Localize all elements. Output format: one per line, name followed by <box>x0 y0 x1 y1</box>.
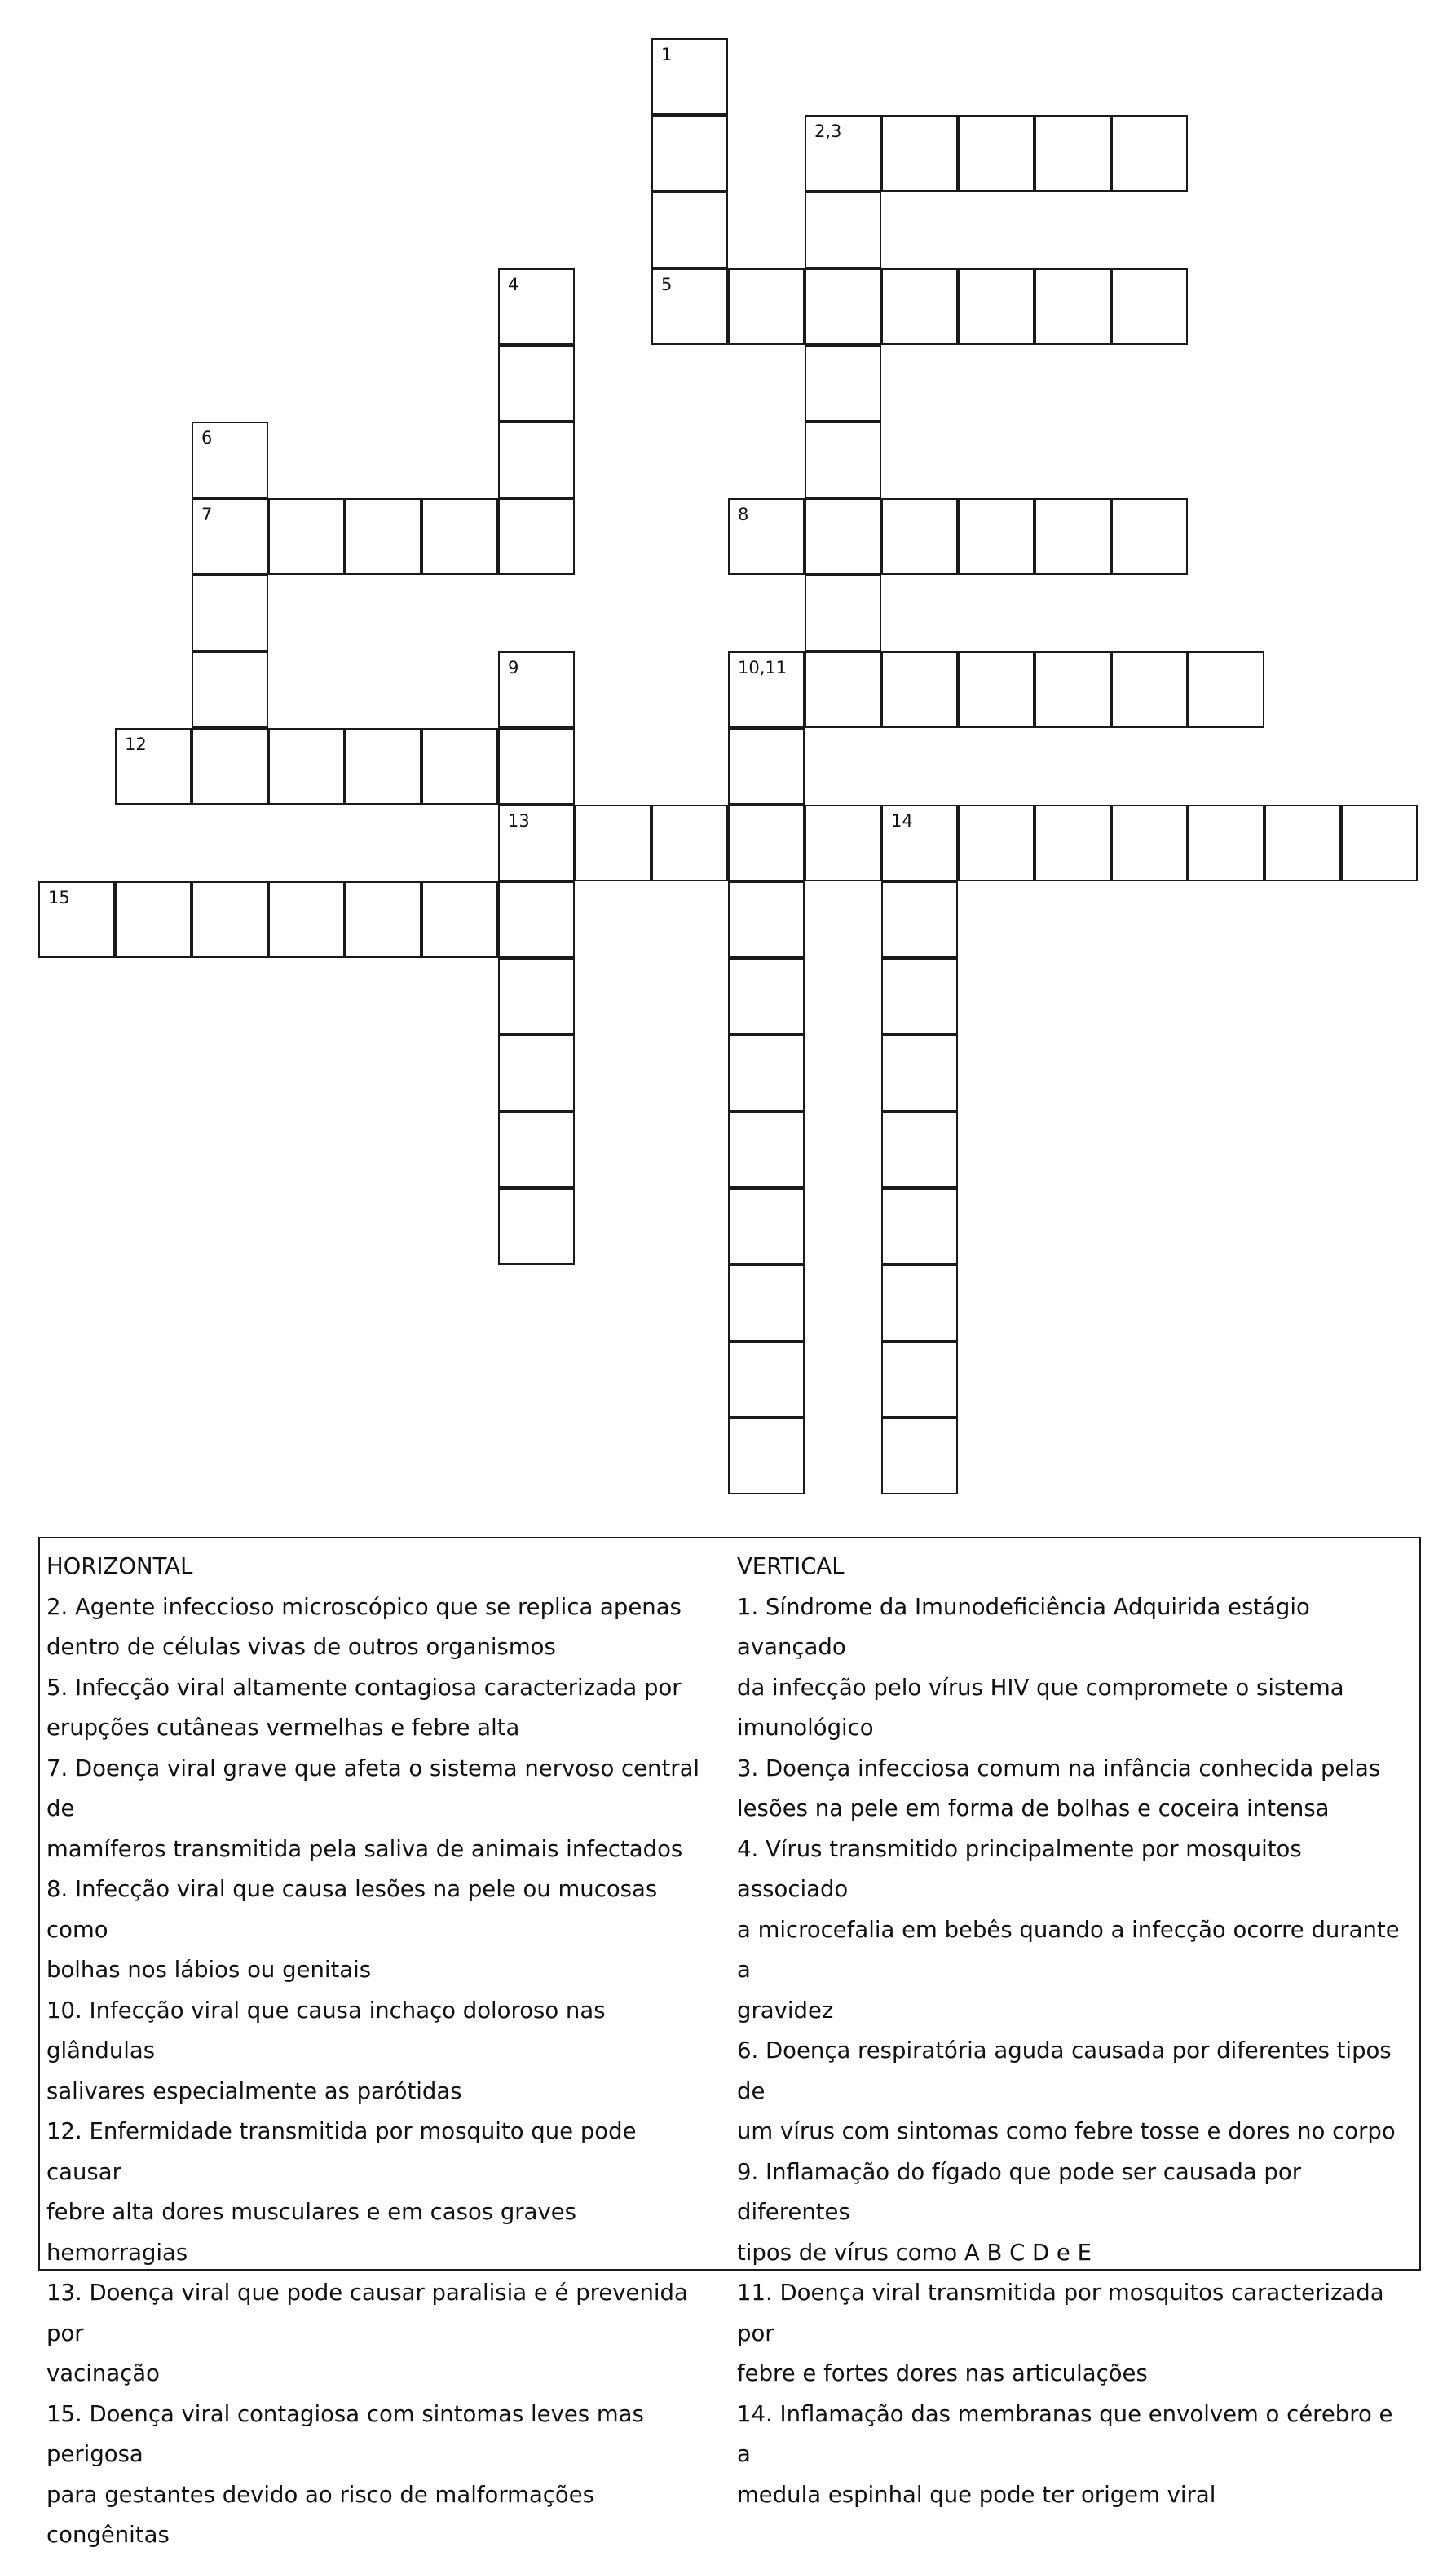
crossword-cell[interactable] <box>805 268 881 345</box>
horizontal-clue-line: para gestantes devido ao risco de malformações congênitas <box>46 2481 594 2548</box>
crossword-cell[interactable] <box>192 881 268 958</box>
crossword-cell[interactable] <box>421 498 498 575</box>
crossword-cell[interactable] <box>38 881 115 958</box>
horizontal-clue-line: 10. Infecção viral que causa inchaço doloroso nas glândulas <box>46 1997 606 2064</box>
horizontal-clue-line: bolhas nos lábios ou genitais <box>46 1957 372 1983</box>
crossword-cell[interactable] <box>345 498 421 575</box>
vertical-clue-line: gravidez <box>737 1997 834 2024</box>
clue-number: 8 <box>738 505 749 524</box>
crossword-cell[interactable] <box>651 268 728 345</box>
crossword-cell[interactable] <box>1035 268 1111 345</box>
crossword-cell[interactable] <box>498 1111 575 1188</box>
clue-number: 15 <box>48 888 70 907</box>
crossword-cell[interactable] <box>881 1341 958 1418</box>
clue-number: 10,11 <box>738 658 788 678</box>
vertical-clue-line: a microcefalia em bebês quando a infecção ocorre durante a <box>737 1916 1400 1983</box>
clue-number: 5 <box>661 275 673 294</box>
clue-number: 1 <box>661 45 673 64</box>
horizontal-clue-line: febre alta dores musculares e em casos graves hemorragias <box>46 2199 576 2266</box>
crossword-cell[interactable] <box>958 498 1035 575</box>
horizontal-clue-line: salivares especialmente as parótidas <box>46 2077 462 2104</box>
horizontal-clue-line: erupções cutâneas vermelhas e febre alta <box>46 1715 520 1741</box>
crossword-cell[interactable] <box>728 881 805 958</box>
crossword-cell[interactable] <box>881 1418 958 1494</box>
vertical-clue-line: 14. Inflamação das membranas que envolvem o cérebro e a <box>737 2400 1393 2467</box>
crossword-cell[interactable] <box>498 498 575 575</box>
crossword-cell[interactable] <box>881 1188 958 1265</box>
crossword-cell[interactable] <box>651 38 728 115</box>
crossword-cell[interactable] <box>728 1265 805 1341</box>
crossword-cell[interactable] <box>881 498 958 575</box>
clue-number: 6 <box>201 428 213 448</box>
horizontal-clue-line: 7. Doença viral grave que afeta o sistema nervoso central de <box>46 1755 700 1821</box>
horizontal-clue-line: vacinação <box>46 2360 160 2386</box>
crossword-cell[interactable] <box>1111 651 1188 728</box>
crossword-cell[interactable] <box>881 958 958 1035</box>
crossword-cell[interactable] <box>498 422 575 498</box>
vertical-clue-line: da infecção pelo vírus HIV que compromete o sistema <box>737 1674 1344 1701</box>
crossword-cell[interactable] <box>1111 115 1188 192</box>
crossword-cell[interactable] <box>498 651 575 728</box>
horizontal-clue-line: 2. Agente infeccioso microscópico que se replica apenas <box>46 1593 682 1620</box>
crossword-cell[interactable] <box>728 651 805 728</box>
crossword-cell[interactable] <box>651 115 728 192</box>
crossword-cell[interactable] <box>728 268 805 345</box>
horizontal-heading: HORIZONTAL <box>46 1553 193 1579</box>
clue-box <box>38 1537 1421 2548</box>
crossword-cell[interactable] <box>728 728 805 805</box>
horizontal-clue-line: 8. Infecção viral que causa lesões na pele ou mucosas como <box>46 1876 658 1943</box>
crossword-cell[interactable] <box>728 1188 805 1265</box>
crossword-cell[interactable] <box>498 1188 575 1265</box>
crossword-cell[interactable] <box>268 881 345 958</box>
vertical-clue-line: tipos de vírus como A B C D e E <box>737 2239 1092 2266</box>
crossword-cell[interactable] <box>268 728 345 805</box>
horizontal-clue-line: 12. Enfermidade transmitida por mosquito que pode causar <box>46 2118 637 2185</box>
crossword-cell[interactable] <box>728 1111 805 1188</box>
vertical-clue-line: imunológico <box>737 1715 874 1741</box>
vertical-clue-line: 11. Doença viral transmitida por mosquitos caracterizada por <box>737 2280 1384 2346</box>
crossword-cell[interactable] <box>1111 268 1188 345</box>
crossword-cell[interactable] <box>498 881 575 958</box>
crossword-cell[interactable] <box>575 805 651 881</box>
clue-number: 9 <box>508 658 519 678</box>
crossword-cell[interactable] <box>1188 805 1264 881</box>
crossword-cell[interactable] <box>728 498 805 575</box>
clue-number: 4 <box>508 275 519 294</box>
vertical-clue-line: 4. Vírus transmitido principalmente por mosquitos associado <box>737 1835 1302 1902</box>
vertical-clue-line: um vírus com sintomas como febre tosse e dores no corpo <box>737 2118 1396 2144</box>
crossword-cell[interactable] <box>881 115 958 192</box>
crossword-cell[interactable] <box>1035 498 1111 575</box>
vertical-clue-line: lesões na pele em forma de bolhas e coceira intensa <box>737 1795 1330 1821</box>
crossword-cell[interactable] <box>728 1418 805 1494</box>
crossword-cell[interactable] <box>192 575 268 651</box>
crossword-cell[interactable] <box>651 192 728 268</box>
vertical-heading: VERTICAL <box>737 1553 845 1579</box>
crossword-cell[interactable] <box>345 881 421 958</box>
crossword-cell[interactable] <box>805 115 881 192</box>
crossword-cell[interactable] <box>728 1341 805 1418</box>
crossword-cell[interactable] <box>805 575 881 651</box>
crossword-cell[interactable] <box>881 1265 958 1341</box>
clue-number: 7 <box>201 505 213 524</box>
crossword-cell[interactable] <box>498 958 575 1035</box>
crossword-cell[interactable] <box>958 805 1035 881</box>
crossword-cell[interactable] <box>498 1035 575 1111</box>
crossword-cell[interactable] <box>805 651 881 728</box>
crossword-cell[interactable] <box>498 805 575 881</box>
horizontal-clue-line: 15. Doença viral contagiosa com sintomas leves mas perigosa <box>46 2400 644 2467</box>
crossword-cell[interactable] <box>1111 805 1188 881</box>
crossword-cell[interactable] <box>192 498 268 575</box>
horizontal-clues <box>46 1547 715 2556</box>
crossword-cell[interactable] <box>958 115 1035 192</box>
clue-number: 13 <box>508 811 530 831</box>
crossword-cell[interactable] <box>1264 805 1341 881</box>
crossword-cell[interactable] <box>115 728 192 805</box>
crossword-cell[interactable] <box>651 805 728 881</box>
horizontal-clue-line: 5. Infecção viral altamente contagiosa caracterizada por <box>46 1674 682 1701</box>
crossword-cell[interactable] <box>958 651 1035 728</box>
crossword-cell[interactable] <box>192 728 268 805</box>
crossword-cell[interactable] <box>881 1111 958 1188</box>
crossword-cell[interactable] <box>498 345 575 422</box>
crossword-cell[interactable] <box>1035 805 1111 881</box>
crossword-cell[interactable] <box>421 881 498 958</box>
crossword-cell[interactable] <box>498 268 575 345</box>
vertical-clue-line: 9. Inflamação do fígado que pode ser causada por diferentes <box>737 2158 1301 2225</box>
horizontal-clue-line: mamíferos transmitida pela saliva de animais infectados <box>46 1835 683 1862</box>
crossword-cell[interactable] <box>805 192 881 268</box>
clue-number: 14 <box>891 811 913 831</box>
vertical-clues <box>737 1547 1414 2515</box>
crossword-cell[interactable] <box>805 805 881 881</box>
vertical-clue-line: 6. Doença respiratória aguda causada por diferentes tipos de <box>737 2037 1392 2104</box>
horizontal-clue-line: dentro de células vivas de outros organismos <box>46 1634 556 1660</box>
crossword-cell[interactable] <box>268 498 345 575</box>
crossword-cell[interactable] <box>881 881 958 958</box>
vertical-clue-line: 3. Doença infecciosa comum na infância conhecida pelas <box>737 1755 1381 1781</box>
crossword-cell[interactable] <box>1035 651 1111 728</box>
vertical-clue-line: medula espinhal que pode ter origem viral <box>737 2481 1216 2508</box>
crossword-cell[interactable] <box>498 728 575 805</box>
vertical-clue-line: febre e fortes dores nas articulações <box>737 2360 1148 2386</box>
vertical-clue-line: 1. Síndrome da Imunodeficiência Adquirida estágio avançado <box>737 1593 1310 1660</box>
crossword-cell[interactable] <box>881 651 958 728</box>
crossword-cell[interactable] <box>728 958 805 1035</box>
crossword-cell[interactable] <box>805 422 881 498</box>
crossword-cell[interactable] <box>192 651 268 728</box>
crossword-cell[interactable] <box>881 268 958 345</box>
crossword-cell[interactable] <box>345 728 421 805</box>
crossword-cell[interactable] <box>1341 805 1418 881</box>
horizontal-clue-line: 13. Doença viral que pode causar paralisia e é prevenida por <box>46 2280 688 2346</box>
crossword-cell[interactable] <box>1035 115 1111 192</box>
crossword-cell[interactable] <box>421 728 498 805</box>
crossword-cell[interactable] <box>728 805 805 881</box>
clue-number: 2,3 <box>814 121 842 141</box>
crossword-cell[interactable] <box>881 1035 958 1111</box>
crossword-cell[interactable] <box>115 881 192 958</box>
crossword-cell[interactable] <box>192 422 268 498</box>
clue-number: 12 <box>125 735 147 754</box>
crossword-cell[interactable] <box>1111 498 1188 575</box>
crossword-cell[interactable] <box>881 805 958 881</box>
crossword-cell[interactable] <box>958 268 1035 345</box>
crossword-cell[interactable] <box>1188 651 1264 728</box>
crossword-cell[interactable] <box>805 345 881 422</box>
crossword-cell[interactable] <box>805 498 881 575</box>
crossword-cell[interactable] <box>728 1035 805 1111</box>
